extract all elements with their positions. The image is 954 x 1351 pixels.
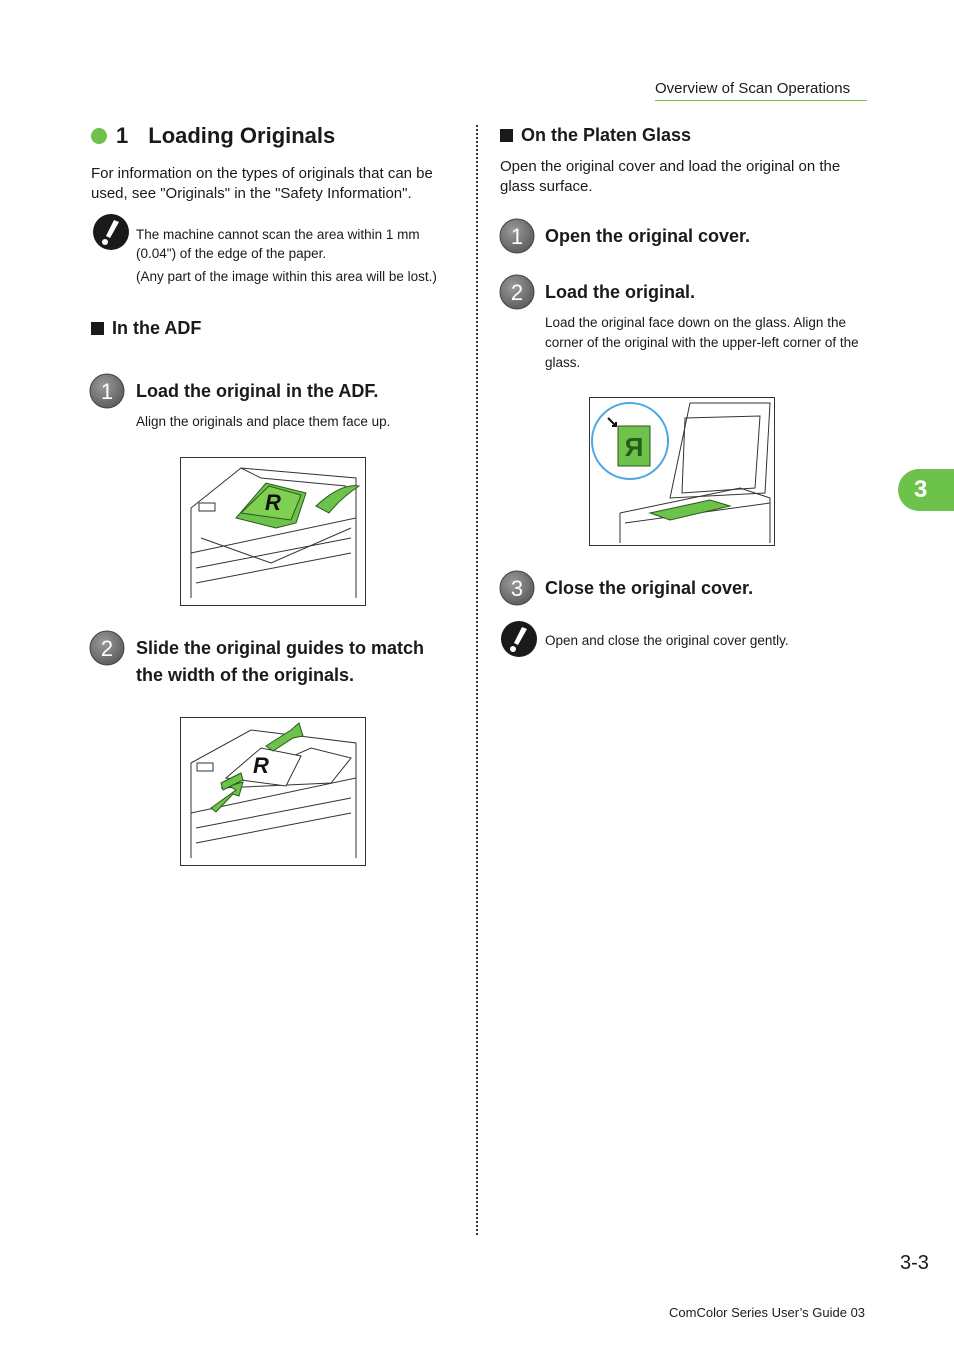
adf-step-1-title: Load the original in the ADF. xyxy=(136,381,379,401)
svg-text:2: 2 xyxy=(510,280,524,305)
running-header: Overview of Scan Operations xyxy=(655,80,867,101)
platen-heading xyxy=(500,125,691,146)
section-title xyxy=(91,123,335,149)
platen-note: Open and close the original cover gently. xyxy=(545,633,789,648)
platen-glass-illustration xyxy=(589,397,775,546)
adf-step-1-body: Align the originals and place them face up. xyxy=(136,414,391,429)
adf-guides-illustration xyxy=(180,717,366,866)
note-line-2: (Any part of the image within this area will be lost.) xyxy=(136,269,437,284)
section-title-text: Loading Originals xyxy=(148,123,336,148)
section-intro: For information on the types of originals that can be used, see "Originals" in the "Safety Information". xyxy=(91,165,433,202)
step-1-badge-icon xyxy=(89,373,125,409)
svg-text:R: R xyxy=(265,490,281,515)
square-bullet-icon xyxy=(500,129,513,142)
platen-step-2-body: Load the original face down on the glass. Align the corner of the original with the upper-left corner of the glass. xyxy=(545,315,859,370)
svg-text:R: R xyxy=(253,753,269,778)
chapter-tab: 3 xyxy=(898,469,954,511)
square-bullet-icon xyxy=(91,322,104,335)
caution-icon xyxy=(93,214,129,250)
svg-text:2: 2 xyxy=(100,636,114,661)
note-line-1: The machine cannot scan the area within 1 mm (0.04") of the edge of the paper. xyxy=(136,227,420,261)
bullet-dot-icon xyxy=(91,128,107,144)
platen-step-3-title: Close the original cover. xyxy=(545,578,754,598)
platen-step-2-title: Load the original. xyxy=(545,282,696,302)
adf-heading-text: In the ADF xyxy=(112,318,202,338)
footer-text: ComColor Series User’s Guide 03 xyxy=(669,1305,866,1320)
svg-text:1: 1 xyxy=(510,224,524,249)
platen-intro: Open the original cover and load the original on the glass surface. xyxy=(500,158,841,195)
section-number: 1 xyxy=(116,123,129,148)
caution-icon xyxy=(501,621,537,657)
column-divider xyxy=(476,125,478,1235)
adf-heading xyxy=(91,318,201,339)
step-1-badge-icon xyxy=(499,218,535,254)
note-caution xyxy=(136,225,458,286)
adf-loading-illustration xyxy=(180,457,366,606)
svg-text:1: 1 xyxy=(100,379,114,404)
step-2-badge-icon xyxy=(499,274,535,310)
platen-step-1-title: Open the original cover. xyxy=(545,226,751,246)
step-2-badge-icon xyxy=(89,630,125,666)
page-number: 3-3 xyxy=(900,1252,929,1274)
svg-text:R: R xyxy=(624,432,644,462)
platen-heading-text: On the Platen Glass xyxy=(521,125,692,145)
adf-step-2-title: Slide the original guides to match the width of the originals. xyxy=(136,638,425,685)
svg-text:3: 3 xyxy=(510,576,524,601)
step-3-badge-icon xyxy=(499,570,535,606)
